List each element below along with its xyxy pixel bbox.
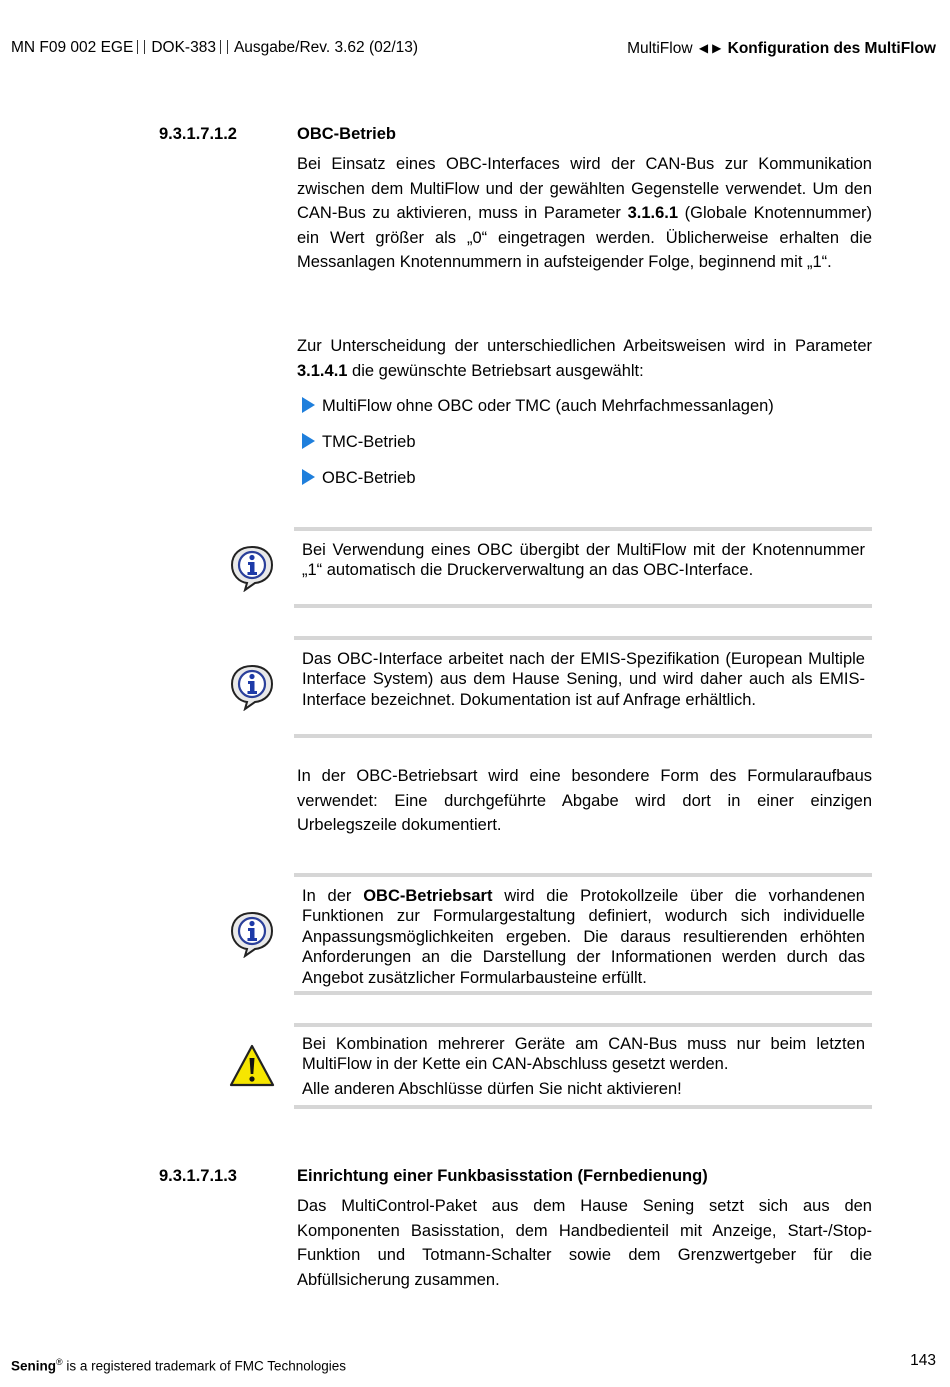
revision: Ausgabe/Rev. 3.62 (02/13): [233, 39, 419, 56]
text: die gewünschte Betriebsart ausgewählt:: [347, 361, 644, 380]
registered-mark: ®: [56, 1357, 63, 1367]
doc-id: MN F09 002 EGE: [11, 39, 134, 56]
dok-number: DOK-383: [151, 39, 216, 56]
triangle-right-icon: ▶: [712, 41, 722, 55]
parameter-ref: 3.1.6.1: [627, 204, 679, 222]
note-text: Bei Verwendung eines OBC übergibt der MultiFlow mit der Knotennummer „1“ automatisch die Druckerverwaltung an das OBC-Interface.: [302, 541, 865, 580]
section-number: 9.3.1.7.1.3: [159, 1167, 237, 1185]
section-number: 9.3.1.7.1.2: [159, 125, 237, 143]
list-item-label: OBC-Betrieb: [322, 469, 416, 487]
list-item-label: MultiFlow ohne OBC oder TMC (auch Mehrfachmessanlagen): [322, 397, 774, 415]
info-note: [294, 527, 872, 608]
chapter-title: Konfiguration des MultiFlow: [727, 40, 936, 57]
paragraph-multicontrol: Das MultiControl-Paket aus dem Hause Sening setzt sich aus den Komponenten Basisstation, dem Handbedienteil mit Anzeige, Start-/Stop-Funktion und Totmann-Schalter sowie dem Grenzwertgeber für die Abfüllsicherung zusammen.: [297, 1197, 872, 1289]
footer-trademark: [11, 1353, 346, 1376]
page-header-left: [11, 38, 418, 58]
info-note: [294, 873, 872, 995]
list-item: [302, 432, 416, 452]
bold-term: OBC-Betriebsart: [363, 887, 493, 905]
blue-triangle-bullet-icon: [302, 397, 315, 413]
warning-text: Bei Kombination mehrerer Geräte am CAN-Bus muss nur beim letzten MultiFlow in der Kette ein CAN-Abschluss gesetzt werden.: [302, 1035, 865, 1074]
blue-triangle-bullet-icon: [302, 433, 315, 449]
page-header-right: [627, 38, 936, 59]
list-item: [302, 396, 774, 416]
warning-note: [294, 1023, 872, 1109]
separator: [220, 40, 228, 54]
text: wird die Protokollzeile über die vorhandenen Funktionen zur Formulargestaltung definiert, wodurch sich individuelle Anpassungsmöglichkeiten ergeben. Die daraus resultierenden erhöhten Anforderungen an die Darstellung der Informationen werden durch das Angebot zusätzlicher Formularbausteine erfüllt.: [302, 887, 865, 987]
blue-triangle-bullet-icon: [302, 469, 315, 485]
info-icon: [228, 663, 276, 711]
triangle-left-icon: ◀: [698, 41, 709, 55]
paragraph-operating-mode: [297, 334, 872, 383]
product-name: MultiFlow: [627, 40, 693, 57]
note-text: [302, 877, 865, 988]
info-icon: [228, 910, 276, 958]
note-text: Das OBC-Interface arbeitet nach der EMIS-Spezifikation (European Multiple Interface System) aus dem Hause Sening, und wird daher auch als EMIS-Interface bezeichnet. Dokumentation ist auf Anfrage erhältlich.: [302, 650, 865, 709]
separator: [137, 40, 145, 54]
section-title: OBC-Betrieb: [297, 125, 397, 143]
parameter-ref: 3.1.4.1: [297, 361, 348, 380]
list-item: [302, 468, 416, 488]
text: In der: [302, 887, 364, 905]
text: (Globale Knotennummer) ein Wert größer als „0“ eingetragen werden. Üblicherweise erhalten die Messanlagen Knotennummern in aufsteigender Folge, beginnend mit „1“.: [297, 204, 872, 271]
text: Bei Einsatz eines OBC-Interfaces wird der CAN-Bus zur Kommunikation zwischen dem MultiFlow und der gewählten Gegenstelle verwendet. Um den CAN-Bus zu aktivieren, muss in Parameter: [297, 155, 872, 222]
text: Zur Unterscheidung der unterschiedlichen Arbeitsweisen wird in Parameter: [297, 337, 872, 355]
trademark-text: is a registered trademark of FMC Technologies: [62, 1358, 347, 1374]
warning-text: Alle anderen Abschlüsse dürfen Sie nicht aktivieren!: [302, 1079, 682, 1098]
section-title: Einrichtung einer Funkbasisstation (Fernbedienung): [297, 1167, 708, 1185]
info-note: [294, 636, 872, 738]
list-item-label: TMC-Betrieb: [322, 433, 416, 451]
brand-name: Sening: [11, 1358, 57, 1374]
page-number: 143: [910, 1352, 936, 1369]
warning-icon: [228, 1042, 276, 1090]
paragraph-can-bus: [297, 152, 872, 275]
paragraph-obc-mode: In der OBC-Betriebsart wird eine besondere Form des Formularaufbaus verwendet: Eine durchgeführte Abgabe wird dort in einer einzigen Urbelegszeile dokumentiert.: [297, 767, 872, 834]
info-icon: [228, 544, 276, 592]
